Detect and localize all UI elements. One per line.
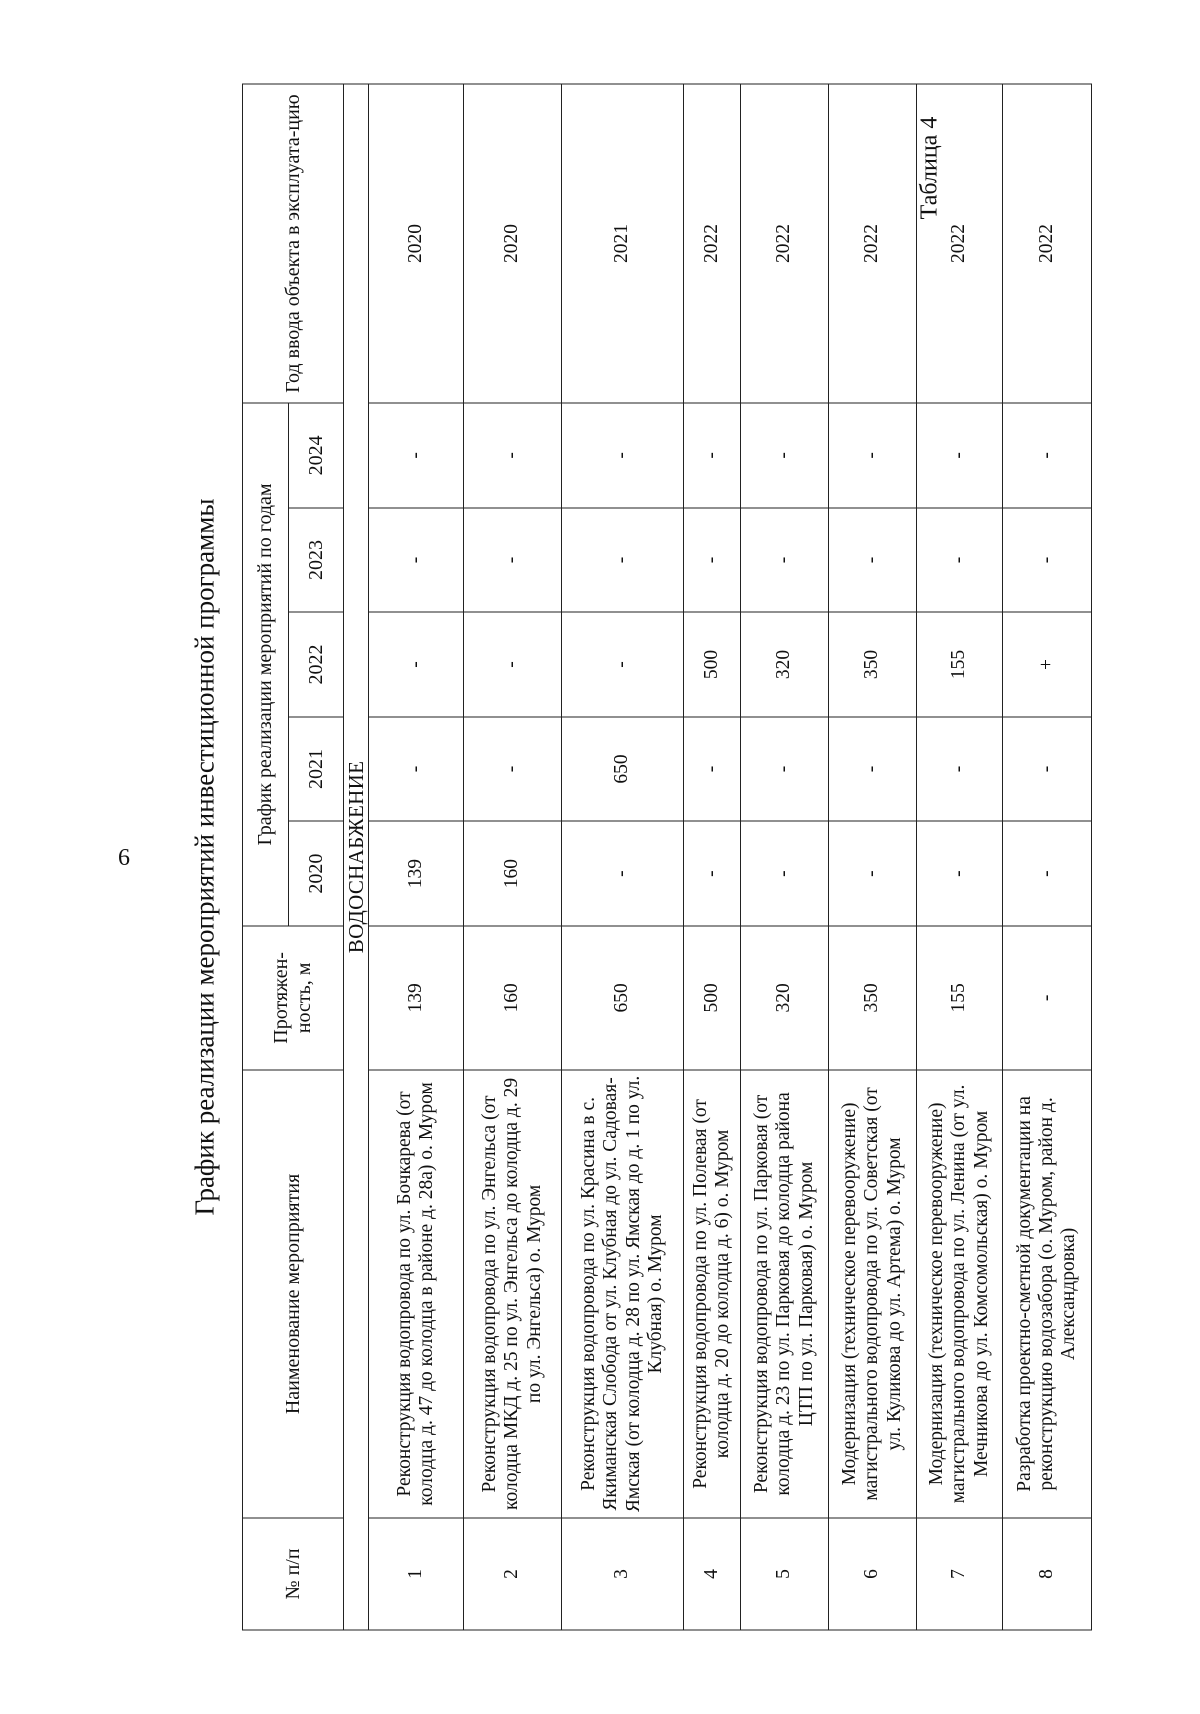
row-operation-year: 2021 [562, 84, 684, 403]
row-2021: - [917, 717, 1003, 822]
row-length: 155 [917, 926, 1003, 1070]
row-num: 8 [1003, 1518, 1092, 1630]
row-num: 1 [369, 1518, 464, 1630]
row-2020: - [917, 821, 1003, 926]
header-name: Наименование мероприятия [243, 1070, 344, 1518]
row-num: 7 [917, 1518, 1003, 1630]
row-length: 139 [369, 926, 464, 1070]
row-name: Реконструкция водопровода по ул. Красина в с. Якиманская Слобода от ул. Клубная до ул. Садовая-Ямская (от колодца д. 28 по ул. Ямская до д. 1 по ул. Клубная) о. Муром [562, 1070, 684, 1518]
row-operation-year: 2020 [369, 84, 464, 403]
row-length: 350 [829, 926, 917, 1070]
row-name: Реконструкция водопровода по ул. Парковая (от колодца д. 23 по ул. Парковая до колодца района ЦТП по ул. Парковая) о. Муром [741, 1070, 829, 1518]
row-2021: 650 [562, 717, 684, 822]
row-2022: 350 [829, 612, 917, 717]
row-operation-year: 2022 [741, 84, 829, 403]
row-2022: 155 [917, 612, 1003, 717]
table-row [684, 84, 741, 1630]
page-number: 6 [118, 845, 130, 871]
table-row [369, 84, 464, 1630]
header-year: 2023 [289, 508, 344, 613]
row-num: 5 [741, 1518, 829, 1630]
row-2024: - [829, 403, 917, 508]
header-year: 2024 [289, 403, 344, 508]
header-row [243, 84, 289, 1630]
row-2024: - [464, 403, 562, 508]
row-2022: 500 [684, 612, 741, 717]
row-2021: - [741, 717, 829, 822]
table-row [741, 84, 829, 1630]
row-2023: - [684, 508, 741, 613]
document-title: График реализации мероприятий инвестиционной программы [189, 498, 220, 1216]
row-2024: - [917, 403, 1003, 508]
row-2023: - [829, 508, 917, 613]
row-length: 650 [562, 926, 684, 1070]
table-label: Таблица 4 [916, 116, 943, 220]
header-schedule: График реализации мероприятий по годам [243, 403, 289, 926]
row-2023: - [1003, 508, 1092, 613]
row-2023: - [464, 508, 562, 613]
row-operation-year: 2020 [464, 84, 562, 403]
row-2024: - [1003, 403, 1092, 508]
row-2024: - [369, 403, 464, 508]
row-2023: - [562, 508, 684, 613]
row-operation-year: 2022 [829, 84, 917, 403]
row-2021: - [1003, 717, 1092, 822]
table-row [1003, 84, 1092, 1630]
row-2021: - [684, 717, 741, 822]
row-2020: 160 [464, 821, 562, 926]
row-2024: - [562, 403, 684, 508]
row-name: Разработка проектно-сметной документации на реконструкцию водозабора (о. Муром, район д. Александровка) [1003, 1070, 1092, 1518]
row-2021: - [464, 717, 562, 822]
row-name: Реконструкция водопровода по ул. Полевая (от колодца д. 20 до колодца д. 6) о. Муром [684, 1070, 741, 1518]
row-2020: - [741, 821, 829, 926]
row-operation-year: 2022 [1003, 84, 1092, 403]
row-length: 160 [464, 926, 562, 1070]
row-2020: - [562, 821, 684, 926]
row-name: Реконструкция водопровода по ул. Бочкарева (от колодца д. 47 до колодца в районе д. 28а) о. Муром [369, 1070, 464, 1518]
row-num: 3 [562, 1518, 684, 1630]
header-num: № п/п [243, 1518, 344, 1630]
table-row [917, 84, 1003, 1630]
row-2024: - [741, 403, 829, 508]
row-operation-year: 2022 [917, 84, 1003, 403]
header-year: 2022 [289, 612, 344, 717]
row-name: Модернизация (техническое перевооружение) магистрального водопровода по ул. Ленина (от ул. Мечникова до ул. Комсомольская) о. Муром [917, 1070, 1003, 1518]
row-name: Модернизация (техническое перевооружение) магистрального водопровода по ул. Советская (от ул. Куликова до ул. Артема) о. Муром [829, 1070, 917, 1518]
row-length: 500 [684, 926, 741, 1070]
row-2023: - [917, 508, 1003, 613]
section-title: ВОДОСНАБЖЕНИЕ [344, 84, 369, 1630]
row-2020: - [684, 821, 741, 926]
table-row [464, 84, 562, 1630]
row-2021: - [369, 717, 464, 822]
row-num: 6 [829, 1518, 917, 1630]
row-length: - [1003, 926, 1092, 1070]
row-2020: - [1003, 821, 1092, 926]
table-row [562, 84, 684, 1630]
row-2020: - [829, 821, 917, 926]
row-name: Реконструкция водопровода по ул. Энгельса (от колодца МКД д. 25 по ул. Энгельса до колодца д. 29 по ул. Энгельса) о. Муром [464, 1070, 562, 1518]
row-2022: - [369, 612, 464, 717]
row-2020: 139 [369, 821, 464, 926]
row-2021: - [829, 717, 917, 822]
header-year: 2021 [289, 717, 344, 822]
header-length: Протяжен-ность, м [243, 926, 344, 1070]
row-2022: 320 [741, 612, 829, 717]
table-container [242, 84, 1080, 1631]
row-2023: - [741, 508, 829, 613]
row-2022: + [1003, 612, 1092, 717]
row-num: 2 [464, 1518, 562, 1630]
header-year: 2020 [289, 821, 344, 926]
row-2022: - [464, 612, 562, 717]
row-2024: - [684, 403, 741, 508]
row-length: 320 [741, 926, 829, 1070]
row-2023: - [369, 508, 464, 613]
investment-program-table [242, 84, 1092, 1631]
header-operation-year: Год ввода объекта в эксплуата-цию [243, 84, 344, 403]
table-row [829, 84, 917, 1630]
row-operation-year: 2022 [684, 84, 741, 403]
section-row [344, 84, 369, 1630]
row-num: 4 [684, 1518, 741, 1630]
row-2022: - [562, 612, 684, 717]
